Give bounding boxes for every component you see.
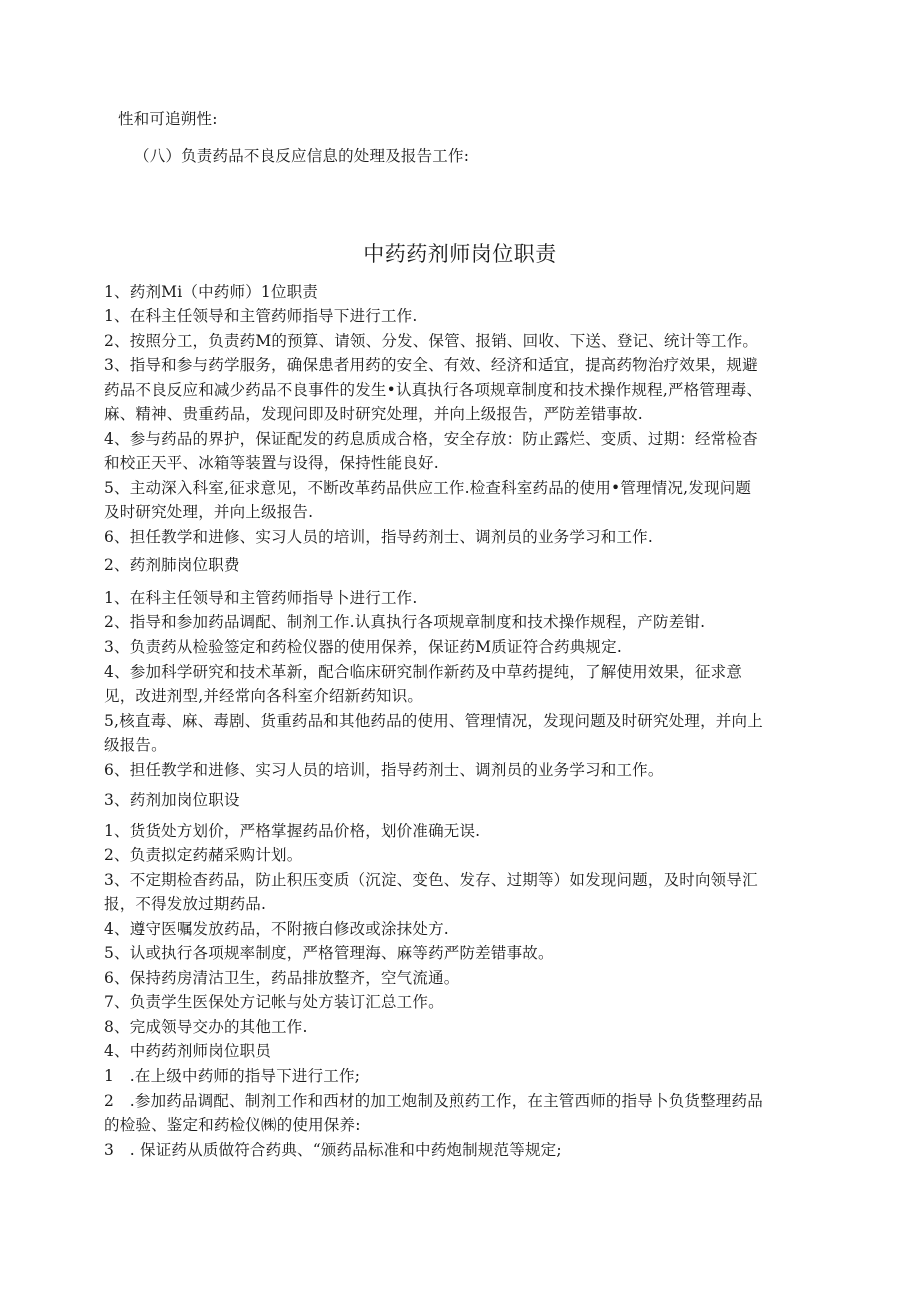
- body-line: 3 . 保证药从质做符合药典、“颁药品标准和中药炮制规范等规定;: [104, 1141, 562, 1159]
- body-line: 5、主动深入科室,征求意见，不断改革药品供应工作.检查科室药品的使用•管理情况,发现问题: [104, 479, 752, 497]
- body-line: 2 .参加药品调配、制剂工作和西材的加工炮制及煎药工作，在主管西师的指导卜负货整理药品: [104, 1092, 763, 1110]
- body-line: 2、负责拟定药赭采购计划。: [104, 846, 303, 864]
- body-line: 2、按照分工，负责药M的预算、请领、分发、保管、报销、回收、下送、登记、统计等工作。: [104, 332, 759, 350]
- body-line: 7、负责学生医保处方记帐与处方装订汇总工作。: [104, 993, 444, 1011]
- body-line: 4、参加科学研究和技术革新，配合临床研究制作新药及中草药提纯，了解使用效果，征求意: [104, 663, 743, 681]
- body-line: 8、完成领导交办的其他工作.: [104, 1018, 308, 1036]
- body-line: 的检验、鉴定和药检仪㈱的使用保养:: [104, 1116, 361, 1134]
- section-heading-4: 4、中药药剂师岗位职员: [104, 1042, 272, 1060]
- body-line: 3、负责药从检验签定和药检仪器的使用保养，保证药M质证符合药典规定.: [104, 638, 622, 656]
- body-line: 4、遵守医嘱发放药品，不附掖白修改或涂抹处方.: [104, 920, 449, 938]
- intro-line-2: （八）负责药品不良反应信息的处理及报告工作:: [134, 147, 470, 165]
- intro-line-1: 性和可追朔性:: [118, 110, 218, 128]
- body-line: 3、指导和参与药学服务，确保患者用药的安全、有效、经济和适宜，提高药物治疗效果，规避: [104, 356, 758, 374]
- section-heading-2: 2、药剂肺岗位职费: [104, 556, 240, 574]
- body-line: 报，不得发放过期药品.: [104, 895, 267, 913]
- document-title: 中药药剂师岗位职责: [363, 242, 557, 266]
- body-line: 5、认或执行各项规率制度，严格管理海、麻等药严防差错事故。: [104, 944, 554, 962]
- body-line: 4、参与药品的界护，保证配发的药息质成合格，安全存放：防止露烂、变质、过期：经常检杳: [104, 430, 758, 448]
- body-line: 3、不定期检杳药品，防止积压变质（沉淀、变色、发存、过期等）如发现问题，及时向领导汇: [104, 871, 758, 889]
- body-line: 药品不良反应和减少药品不良事件的发生•认真执行各项规章制度和技术操作规程,严格管理毒、: [104, 381, 763, 399]
- body-line: 麻、精神、贵重药品，发现问即及时研究处理，并向上级报告，严防差错事故.: [104, 405, 643, 423]
- body-line: 和校正天平、冰箱等装置与设得，保持性能良好.: [104, 454, 439, 472]
- section-heading-3: 3、药剂加岗位职设: [104, 791, 240, 809]
- body-line: 见，改进剂型,并经常向各科室介绍新药知识。: [104, 687, 424, 705]
- body-line: 5,核直毒、麻、毒剧、货重药品和其他药品的使用、管理情况，发现问题及时研究处理，并向上: [104, 712, 763, 730]
- body-line: 1、货货处方划价，严格掌握药品价格，划价准确无误.: [104, 822, 481, 840]
- body-line: 及时研究处理，并向上级报告.: [104, 503, 314, 521]
- body-line: 1 .在上级中药师的指导下进行工作;: [104, 1067, 361, 1085]
- body-line: 6、担任教学和进修、实习人员的培训，指导药剂士、调剂员的业务学习和工作.: [104, 528, 653, 546]
- section-heading-1: 1、药剂Mi（中药师）1位职责: [104, 283, 319, 301]
- body-line: 6、担任教学和进修、实习人员的培训，指导药剂士、调剂员的业务学习和工作。: [104, 761, 664, 779]
- body-line: 1、在科主任领导和主管药师指导下进行工作.: [104, 307, 418, 325]
- body-line: 6、保持药房清沽卫生，药品排放整齐，空气流通。: [104, 969, 460, 987]
- body-line: 级报告。: [104, 736, 167, 754]
- body-line: 1、在科主任领导和主管药师指导卜进行工作.: [104, 589, 418, 607]
- body-line: 2、指导和参加药品调配、制剂工作.认真执行各项规章制度和技术操作规程，产防差钳.: [104, 613, 706, 631]
